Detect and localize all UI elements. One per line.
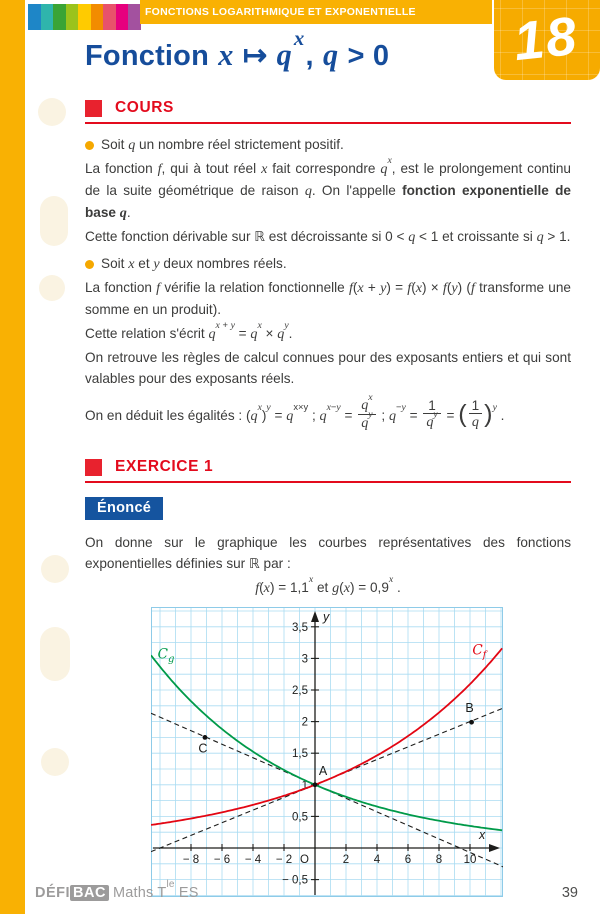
chapter-theme-title: FONCTIONS LOGARITHMIQUE ET EXPONENTIELLE bbox=[145, 6, 416, 18]
chapter-number: 18 bbox=[511, 5, 582, 73]
svg-text:1: 1 bbox=[301, 779, 308, 792]
cours-paragraph bbox=[85, 277, 571, 320]
red-square-icon bbox=[85, 459, 102, 476]
color-square bbox=[41, 4, 54, 30]
svg-text:1,5: 1,5 bbox=[292, 747, 308, 760]
red-square-icon bbox=[85, 100, 102, 117]
color-square bbox=[66, 4, 79, 30]
page-title: Fonction x ↦ $q^x$, q > 0 bbox=[85, 26, 390, 72]
cours-section-header bbox=[85, 99, 571, 124]
svg-text:3: 3 bbox=[301, 653, 308, 666]
svg-text:3,5: 3,5 bbox=[292, 621, 308, 634]
svg-text:− 6: − 6 bbox=[213, 853, 231, 866]
cours-text: La fonction f, qui à tout réel x fait correspondre $q^x$, est le prolongement continu de la suite géométrique de raison q. On l'appelle fonction exponentielle de base q. bbox=[85, 155, 571, 222]
bullet-icon bbox=[85, 141, 94, 150]
cours-paragraph bbox=[85, 319, 571, 345]
defibac-brand bbox=[35, 878, 199, 901]
color-square bbox=[128, 4, 141, 30]
brand-defi: DÉFI bbox=[35, 885, 71, 901]
color-square bbox=[28, 4, 41, 30]
svg-text:− 4: − 4 bbox=[244, 853, 262, 866]
svg-text:x: x bbox=[479, 827, 486, 842]
cours-paragraph bbox=[85, 347, 571, 389]
svg-text:Cf: $C_f$ bbox=[472, 642, 487, 661]
cours-paragraph bbox=[85, 226, 571, 248]
decorative-blob bbox=[40, 196, 68, 246]
enonce-intro: On donne sur le graphique les courbes représentatives des fonctions exponentielles définies sur ℝ par : bbox=[85, 535, 571, 572]
exponential-graph bbox=[151, 607, 503, 902]
chapter-theme-band bbox=[140, 0, 492, 24]
brand-bac-box: BAC bbox=[70, 885, 109, 901]
svg-text:8: 8 bbox=[435, 853, 443, 866]
decorative-blob bbox=[41, 748, 69, 776]
cours-paragraph bbox=[85, 134, 571, 156]
svg-text:A: A bbox=[318, 763, 328, 778]
enonce-badge: Énoncé bbox=[85, 497, 163, 520]
decorative-blob bbox=[39, 275, 65, 301]
svg-text:− 2: − 2 bbox=[275, 853, 293, 866]
exercice-section-label: EXERCICE 1 bbox=[115, 458, 214, 476]
enonce-formula: $f(x) = 1,1^x$ et $g(x) = 0,9^x$ . bbox=[255, 573, 401, 596]
color-square bbox=[116, 4, 129, 30]
cours-text: Cette fonction dérivable sur ℝ est décroissante si 0 < q < 1 et croissante si q > 1. bbox=[85, 229, 571, 246]
decorative-blob bbox=[41, 555, 69, 583]
exercice-section-header bbox=[85, 458, 571, 483]
svg-text:2: 2 bbox=[342, 853, 350, 866]
svg-text:y: y bbox=[323, 609, 330, 624]
cours-equalities bbox=[85, 391, 571, 436]
bullet-icon bbox=[85, 260, 94, 269]
svg-text:10: 10 bbox=[463, 853, 477, 866]
svg-text:2,5: 2,5 bbox=[292, 684, 308, 697]
svg-text:C: C bbox=[198, 741, 208, 756]
graph-canvas bbox=[151, 607, 503, 897]
svg-text:Cg: $C_g$ bbox=[157, 646, 175, 665]
cours-section-label: COURS bbox=[115, 99, 174, 116]
cours-text: Cette relation s'écrit $q^{x + y} = q^x \times q^y$. bbox=[85, 319, 293, 342]
svg-text:0,5: 0,5 bbox=[292, 811, 308, 824]
decorative-blob bbox=[38, 98, 66, 126]
svg-text:B: B bbox=[465, 700, 474, 715]
cours-paragraph bbox=[85, 253, 571, 275]
svg-text:− 0,5: − 0,5 bbox=[282, 874, 308, 887]
color-square bbox=[103, 4, 116, 30]
cours-paragraph bbox=[85, 155, 571, 224]
svg-text:− 8: − 8 bbox=[182, 853, 200, 866]
cours-text: On retrouve les règles de calcul connues pour des exposants entiers et qui sont valables pour des exposants réels. bbox=[85, 349, 571, 386]
cours-text: On en déduit les égalités : $(q^x)^y = q^{x\times y}$ ; $q^{x-y}$ = $\frac{q^x}{q^y}$ ; $q^{-y}$ = $\frac{1}{q^y}$ = ( $\frac{1}{q}$ )$^y$ . bbox=[85, 391, 505, 432]
color-square bbox=[78, 4, 91, 30]
svg-text:2: 2 bbox=[301, 716, 308, 729]
page-number: 39 bbox=[561, 885, 578, 901]
svg-text:O: O bbox=[300, 853, 309, 866]
color-square bbox=[91, 4, 104, 30]
svg-text:4: 4 bbox=[373, 853, 381, 866]
cours-text: Soit x et y deux nombres réels. bbox=[101, 256, 287, 273]
cours-text: La fonction f vérifie la relation fonctionnelle f(x + y) = f(x) × f(y) (f transforme une somme en un produit). bbox=[85, 280, 571, 318]
decorative-blob bbox=[40, 627, 70, 681]
brand-subject: Maths $T^{le}$ ES bbox=[112, 878, 199, 901]
svg-text:6: 6 bbox=[404, 853, 412, 866]
cours-text: Soit q un nombre réel strictement positif. bbox=[101, 137, 344, 153]
color-squares-strip bbox=[28, 4, 141, 30]
color-square bbox=[53, 4, 66, 30]
left-accent-bar bbox=[0, 0, 25, 914]
